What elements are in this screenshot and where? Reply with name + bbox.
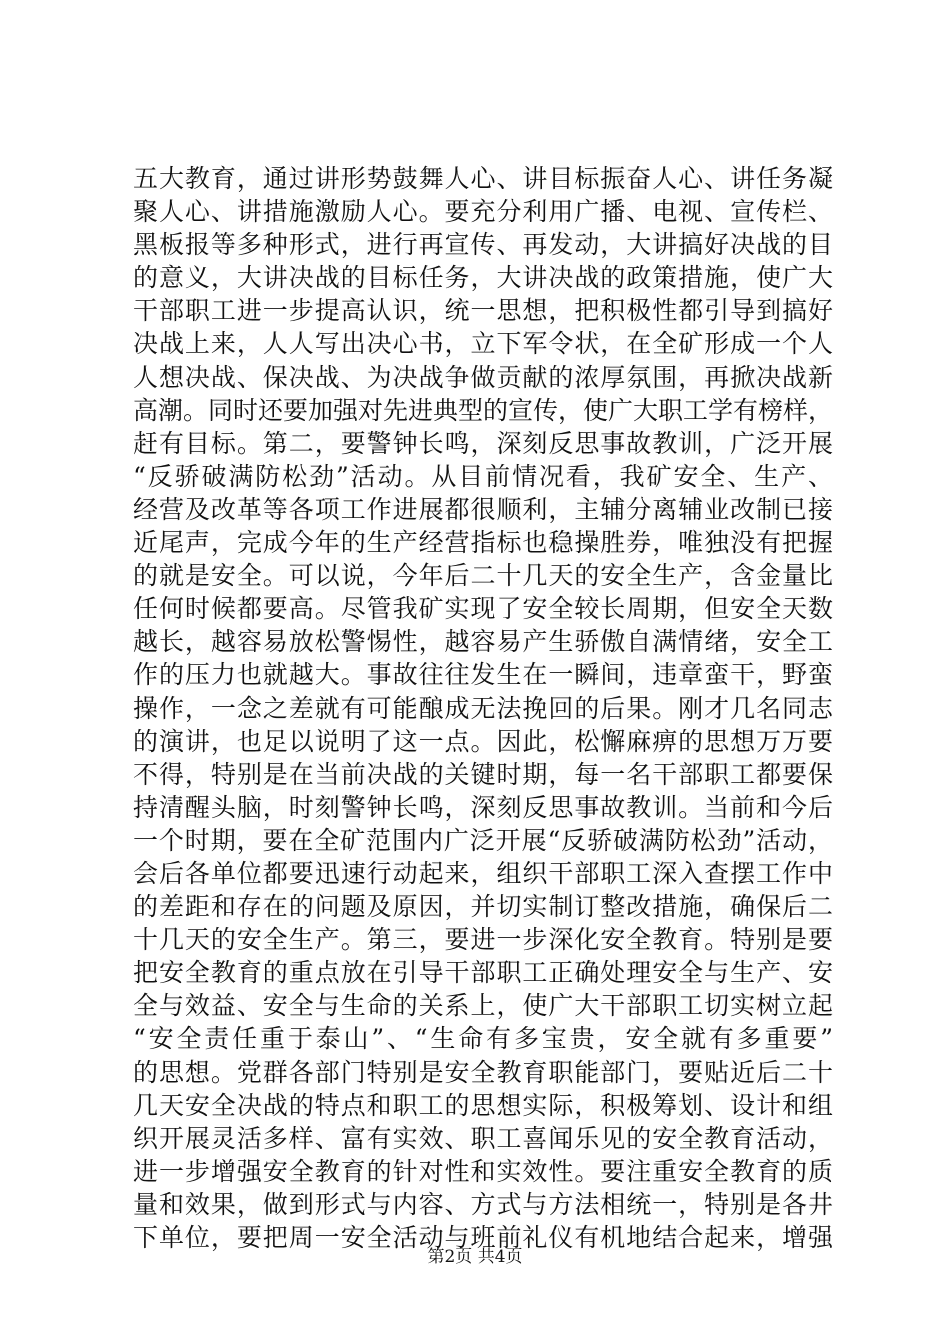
text-line: 把安全教育的重点放在引导干部职工正确处理安全与生产、安 <box>133 958 833 988</box>
text-line: “反骄破满防松劲”活动。从目前情况看，我矿安全、生产、 <box>133 461 833 491</box>
text-line: 持清醒头脑，时刻警钟长鸣，深刻反思事故教训。当前和今后 <box>133 792 833 822</box>
text-line: 的就是安全。可以说，今年后二十几天的安全生产，含金量比 <box>133 561 833 591</box>
text-line: 十几天的安全生产。第三，要进一步深化安全教育。特别是要 <box>133 925 833 955</box>
text-line: 近尾声，完成今年的生产经营指标也稳操胜券，唯独没有把握 <box>133 528 833 558</box>
text-line: 一个时期，要在全矿范围内广泛开展“反骄破满防松劲”活动， <box>133 825 833 855</box>
text-line: 作的压力也就越大。事故往往发生在一瞬间，违章蛮干，野蛮 <box>133 660 833 690</box>
text-line: 干部职工进一步提高认识，统一思想，把积极性都引导到搞好 <box>133 296 833 326</box>
text-line: 操作，一念之差就有可能酿成无法挽回的后果。刚才几名同志 <box>133 693 833 723</box>
page-number-footer: 第2页 共4页 <box>427 1247 523 1267</box>
text-line: 五大教育，通过讲形势鼓舞人心、讲目标振奋人心、讲任务凝 <box>133 164 833 193</box>
text-line: 量和效果，做到形式与内容、方式与方法相统一，特别是各井 <box>133 1189 833 1219</box>
text-line: 赶有目标。第二，要警钟长鸣，深刻反思事故教训，广泛开展 <box>133 428 833 458</box>
body-text <box>133 162 833 1254</box>
text-line: 的演讲，也足以说明了这一点。因此，松懈麻痹的思想万万要 <box>133 726 833 756</box>
text-line: 进一步增强安全教育的针对性和实效性。要注重安全教育的质 <box>133 1156 833 1186</box>
text-line: “安全责任重于泰山”、“生命有多宝贵，安全就有多重要” <box>133 1024 833 1054</box>
text-line: 决战上来，人人写出决心书，立下军令状，在全矿形成一个人 <box>133 329 833 359</box>
text-line: 黑板报等多种形式，进行再宣传、再发动，大讲搞好决战的目 <box>133 230 833 260</box>
text-line: 下单位，要把周一安全活动与班前礼仪有机地结合起来，增强 <box>133 1223 833 1252</box>
text-line: 经营及改革等各项工作进展都很顺利，主辅分离辅业改制已接 <box>133 494 833 524</box>
text-line: 的差距和存在的问题及原因，并切实制订整改措施，确保后二 <box>133 892 833 922</box>
text-line: 不得，特别是在当前决战的关键时期，每一名干部职工都要保 <box>133 759 833 789</box>
text-line: 几天安全决战的特点和职工的思想实际，积极筹划、设计和组 <box>133 1090 833 1120</box>
text-line: 越长，越容易放松警惕性，越容易产生骄傲自满情绪，安全工 <box>133 627 833 657</box>
text-line: 聚人心、讲措施激励人心。要充分利用广播、电视、宣传栏、 <box>133 197 833 227</box>
text-line: 的思想。党群各部门特别是安全教育职能部门，要贴近后二十 <box>133 1057 833 1087</box>
text-line: 任何时候都要高。尽管我矿实现了安全较长周期，但安全天数 <box>133 594 833 624</box>
text-line: 高潮。同时还要加强对先进典型的宣传，使广大职工学有榜样， <box>133 395 834 425</box>
text-line: 织开展灵活多样、富有实效、职工喜闻乐见的安全教育活动， <box>133 1123 833 1153</box>
text-line: 全与效益、安全与生命的关系上，使广大干部职工切实树立起 <box>133 991 833 1021</box>
text-line: 的意义，大讲决战的目标任务，大讲决战的政策措施，使广大 <box>133 263 833 293</box>
text-line: 人想决战、保决战、为决战争做贡献的浓厚氛围，再掀决战新 <box>133 362 833 392</box>
text-line: 会后各单位都要迅速行动起来，组织干部职工深入查摆工作中 <box>133 858 833 888</box>
